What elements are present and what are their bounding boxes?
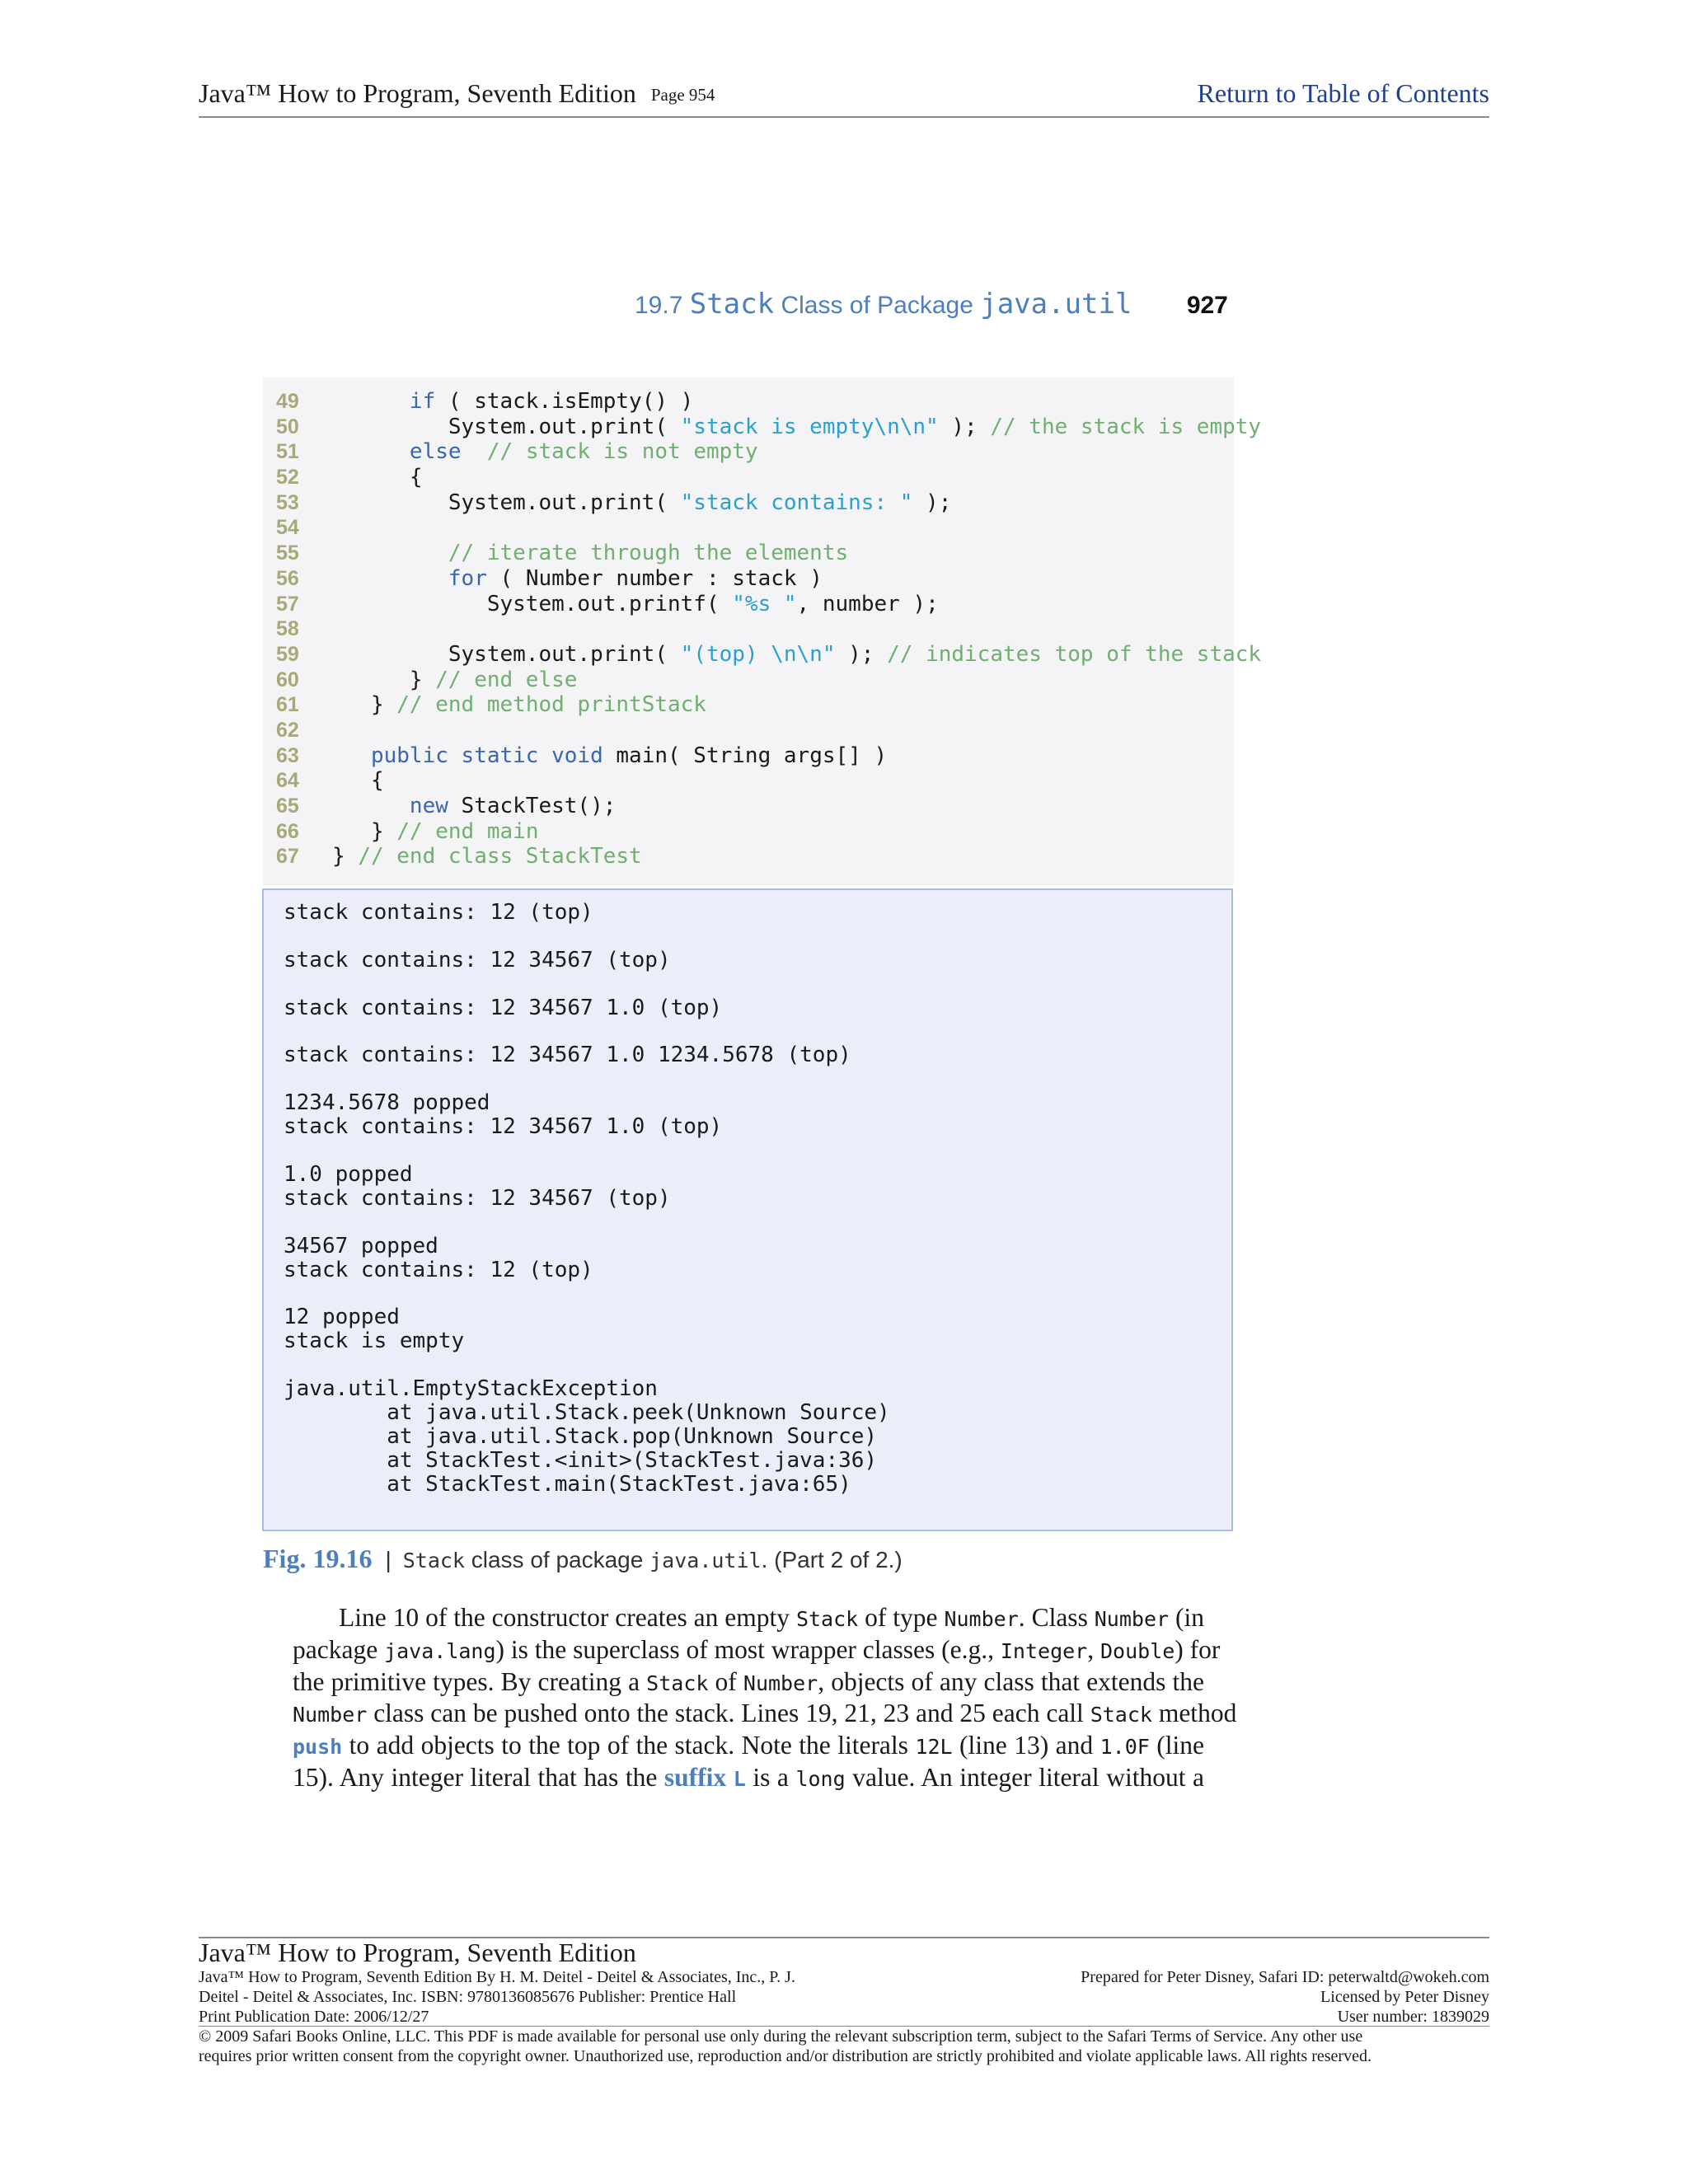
header-rule	[199, 116, 1489, 118]
code-line	[263, 743, 1234, 769]
code-text	[332, 642, 1261, 668]
code-token: }	[332, 844, 359, 869]
code-line	[263, 465, 1234, 490]
code-text	[332, 768, 384, 794]
output-line: at StackTest.main(StackTest.java:65)	[284, 1471, 851, 1497]
code-text	[332, 465, 423, 490]
caption-text-2: . (Part 2 of 2.)	[761, 1547, 903, 1572]
code-token: // end class StackTest	[358, 844, 642, 869]
code-token: );	[835, 641, 888, 667]
code-token: // the stack is empty	[990, 414, 1262, 439]
paragraph-line	[293, 1763, 1204, 1795]
code-token: System.out.print(	[332, 641, 681, 667]
figure-caption	[263, 1544, 903, 1574]
output-line: stack contains: 12 (top)	[284, 900, 593, 925]
inline-term: Stack	[795, 1607, 859, 1631]
code-line	[263, 844, 1234, 869]
code-line	[263, 414, 1262, 440]
footer-right-3: User number: 1839029	[1337, 2008, 1489, 2026]
line-number: 55	[276, 541, 299, 565]
code-text	[332, 592, 939, 617]
line-number: 61	[276, 693, 299, 717]
code-token	[332, 541, 448, 565]
text-run: package	[293, 1634, 385, 1664]
line-number: 62	[276, 718, 299, 742]
inline-term: Number	[743, 1671, 818, 1695]
code-token: "(top) \n\n"	[680, 641, 836, 667]
text-run: , objects of any class that extends the	[818, 1666, 1204, 1696]
code-token: ( stack.isEmpty() )	[435, 389, 694, 414]
text-run: (line	[1149, 1731, 1204, 1760]
line-number: 49	[276, 390, 299, 413]
code-token: {	[332, 768, 384, 794]
footer-title: Java™ How to Program, Seventh Edition	[199, 1938, 636, 1967]
code-token	[332, 439, 410, 464]
code-token: // iterate through the elements	[448, 541, 849, 566]
caption-class: Stack	[402, 1549, 465, 1572]
code-line	[263, 439, 1234, 465]
line-number: 58	[276, 617, 299, 641]
paragraph-line	[293, 1731, 1204, 1763]
figure-number: Fig. 19.16	[263, 1544, 373, 1573]
page-label: Page 954	[650, 85, 715, 105]
code-token: // stack is not empty	[486, 439, 758, 465]
program-output	[262, 888, 1233, 1531]
inline-term: Number	[944, 1607, 1019, 1631]
line-number: 53	[276, 490, 299, 514]
code-line	[263, 541, 1234, 566]
inline-term: L	[733, 1766, 746, 1791]
output-line: at StackTest.<init>(StackTest.java:36)	[284, 1447, 878, 1473]
footer-left-2: Deitel - Deitel & Associates, Inc. ISBN: 9780136085676 Publisher: Prentice Hall	[199, 1988, 737, 2006]
running-head-class: Stack	[689, 288, 775, 321]
code-token: System.out.print(	[332, 414, 681, 439]
code-token: // end main	[396, 818, 539, 844]
code-token: // end method printStack	[396, 692, 706, 718]
paragraph-line	[293, 1667, 1204, 1699]
code-token: // end else	[435, 667, 578, 692]
line-number: 60	[276, 668, 299, 691]
paragraph-line	[293, 1603, 1204, 1635]
footer-left-1: Java™ How to Program, Seventh Edition By H. M. Deitel - Deitel & Associates, Inc., P. J.	[199, 1968, 795, 1986]
code-token: "stack contains: "	[680, 490, 913, 515]
code-text	[332, 743, 887, 769]
inline-term: Stack	[646, 1671, 709, 1695]
inline-term: Number	[293, 1703, 368, 1727]
code-line	[263, 490, 1234, 516]
inline-term: Number	[1094, 1607, 1170, 1631]
running-head-package: java.util	[980, 288, 1132, 321]
code-text	[332, 389, 693, 415]
inline-term: Integer	[1000, 1638, 1088, 1663]
code-line	[263, 389, 1234, 415]
text-run: (in	[1169, 1603, 1204, 1632]
caption-text-1: class of package	[464, 1547, 650, 1572]
code-line	[263, 768, 1234, 794]
text-run: method	[1151, 1699, 1237, 1728]
code-token: main( String args[] )	[603, 743, 888, 768]
code-token: "%s "	[732, 591, 797, 616]
paragraph-line	[293, 1699, 1237, 1731]
line-number: 52	[276, 466, 299, 490]
output-line: stack contains: 12 34567 1.0 1234.5678 (top)	[284, 1043, 851, 1068]
code-token: }	[332, 818, 397, 844]
text-run: to add objects to the top of the stack. Note the literals	[342, 1731, 916, 1760]
inline-term: 12L	[915, 1735, 953, 1760]
text-run: ) for	[1175, 1634, 1221, 1664]
text-run: of type	[858, 1603, 945, 1632]
footer-copyright-2: requires prior written consent from the copyright owner. Unauthorized use, reproduction and/or distribution are strictly prohibited and violate applicable laws. All rights reserved.	[199, 2047, 1372, 2065]
code-text	[332, 692, 706, 718]
text-run: Line 10 of the constructor creates an empty	[339, 1603, 796, 1632]
inline-term: Double	[1100, 1638, 1175, 1663]
line-number: 54	[276, 516, 299, 540]
running-head	[635, 288, 1228, 321]
code-token: System.out.printf(	[332, 591, 733, 616]
code-text	[332, 794, 616, 819]
line-number: 59	[276, 642, 299, 666]
paragraph-line	[293, 1634, 1221, 1667]
line-number: 51	[276, 440, 299, 464]
inline-term: Stack	[1090, 1703, 1152, 1727]
output-line: at java.util.Stack.pop(Unknown Source)	[284, 1423, 878, 1449]
code-token: if	[409, 389, 436, 414]
inline-term: java.lang	[384, 1638, 496, 1663]
code-text	[332, 439, 758, 465]
output-line: 1234.5678 popped	[284, 1090, 490, 1116]
output-line: stack contains: 12 (top)	[284, 1257, 593, 1282]
line-number: 67	[276, 845, 299, 869]
body-paragraph	[293, 1603, 1237, 1795]
inline-term: suffix	[663, 1762, 734, 1792]
code-token	[332, 566, 448, 591]
code-token: , number );	[796, 591, 939, 616]
text-run: is a	[745, 1762, 796, 1792]
code-token: ( Number number : stack )	[486, 565, 823, 591]
text-run: of	[708, 1666, 743, 1696]
line-number: 63	[276, 743, 299, 767]
footer-left-3: Print Publication Date: 2006/12/27	[199, 2008, 429, 2026]
inline-term: push	[293, 1735, 343, 1760]
inline-term: long	[795, 1766, 846, 1791]
line-number: 64	[276, 769, 299, 793]
code-text	[332, 490, 951, 516]
code-token: }	[332, 692, 397, 718]
code-text	[332, 566, 823, 592]
code-line	[263, 515, 1234, 541]
code-token	[332, 794, 410, 818]
caption-package: java.util	[649, 1549, 762, 1572]
line-number: 65	[276, 794, 299, 818]
text-run: ,	[1087, 1634, 1100, 1664]
code-text	[332, 541, 848, 566]
code-token: );	[938, 414, 991, 439]
code-text	[332, 668, 577, 693]
footer-copyright-1: © 2009 Safari Books Online, LLC. This PDF is made available for personal use only during the relevant subscription term, subject to the Safari Terms of Service. Any other use	[199, 2027, 1363, 2046]
text-run: the primitive types. By creating a	[293, 1666, 647, 1696]
text-run: 15). Any integer literal that has the	[293, 1762, 664, 1792]
code-line	[263, 616, 1234, 642]
code-token	[462, 439, 487, 464]
output-line: stack contains: 12 34567 1.0 (top)	[284, 995, 723, 1020]
code-token	[332, 389, 410, 414]
code-token: System.out.print(	[332, 490, 681, 515]
text-run: (line 13) and	[952, 1731, 1100, 1760]
code-token: // indicates top of the stack	[887, 641, 1262, 667]
return-to-toc-link[interactable]: Return to Table of Contents	[1197, 78, 1489, 108]
text-run: class can be pushed onto the stack. Lines 19, 21, 23 and 25 each call	[367, 1699, 1090, 1728]
code-line	[263, 566, 1234, 592]
code-token: public static void	[370, 743, 603, 768]
line-number: 56	[276, 566, 299, 590]
output-line: 34567 popped	[284, 1233, 438, 1258]
running-head-middle: Class of Package	[781, 292, 973, 319]
code-line	[263, 668, 1234, 693]
code-line	[263, 692, 1234, 718]
code-text	[332, 415, 1261, 440]
code-line	[263, 641, 1262, 668]
code-line	[263, 794, 1234, 819]
code-line	[263, 718, 1234, 743]
footer-rule-bottom	[199, 2026, 1489, 2027]
code-token	[332, 743, 371, 768]
code-token: else	[409, 439, 462, 465]
output-line: at java.util.Stack.peek(Unknown Source)	[284, 1399, 890, 1425]
output-line: stack contains: 12 34567 1.0 (top)	[284, 1114, 723, 1140]
output-line: stack is empty	[284, 1329, 465, 1354]
code-text	[332, 819, 538, 845]
output-line: 12 popped	[284, 1305, 400, 1330]
code-token: );	[912, 490, 952, 515]
text-run: value. An integer literal without a	[845, 1762, 1205, 1792]
output-line: stack contains: 12 34567 (top)	[284, 1185, 671, 1211]
book-page-number: 927	[1186, 292, 1228, 319]
code-listing	[263, 377, 1262, 885]
inline-term: 1.0F	[1100, 1735, 1150, 1760]
output-line: stack contains: 12 34567 (top)	[284, 947, 671, 972]
code-token: StackTest();	[448, 794, 617, 818]
section-number: 19.7	[635, 292, 683, 319]
header-book-title	[199, 78, 715, 109]
code-text	[332, 844, 642, 869]
text-run: ) is the superclass of most wrapper classes (e.g.,	[495, 1634, 1001, 1664]
code-token: for	[448, 565, 487, 591]
code-line	[263, 592, 1234, 617]
output-line: java.util.EmptyStackException	[284, 1376, 658, 1401]
code-token: {	[332, 465, 423, 490]
code-token: new	[409, 794, 448, 818]
line-number: 57	[276, 592, 299, 616]
text-run: . Class	[1018, 1603, 1095, 1632]
code-line	[263, 819, 1234, 845]
line-number: 50	[276, 415, 299, 438]
line-number: 66	[276, 819, 299, 843]
code-token: "stack is empty\n\n"	[680, 414, 939, 439]
footer-right-2: Licensed by Peter Disney	[1320, 1988, 1489, 2006]
footer-right-1: Prepared for Peter Disney, Safari ID: peterwaltd@wokeh.com	[1081, 1968, 1489, 1986]
code-token: }	[332, 667, 436, 692]
caption-separator: |	[385, 1547, 392, 1572]
output-line: 1.0 popped	[284, 1161, 413, 1187]
book-title: Java™ How to Program, Seventh Edition	[199, 78, 636, 108]
